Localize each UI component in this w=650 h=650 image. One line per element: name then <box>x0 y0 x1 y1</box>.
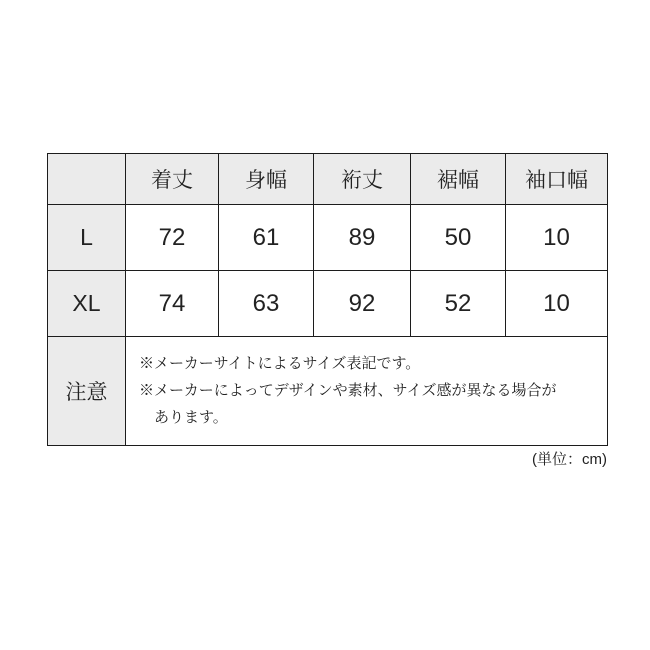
unit-label: (単位：cm) <box>532 451 607 468</box>
note-cell <box>126 337 608 446</box>
size-value-cell: 72 <box>126 205 219 271</box>
table-header-row <box>48 154 608 205</box>
note-line: ※メーカーによってデザインや素材、サイズ感が異なる場合が <box>139 382 557 399</box>
size-value-cell: 10 <box>506 271 608 337</box>
corner-cell <box>48 154 126 205</box>
table-row-notes <box>48 337 608 446</box>
col-header-hem-width: 裾幅 <box>411 154 506 205</box>
note-line: あります。 <box>154 409 228 426</box>
size-row-label: XL <box>48 271 126 337</box>
col-header-cuff-width: 袖口幅 <box>506 154 608 205</box>
size-value-cell: 61 <box>219 205 314 271</box>
col-header-body-length: 着丈 <box>126 154 219 205</box>
note-line: ※メーカーサイトによるサイズ表記です。 <box>139 355 421 372</box>
col-header-sleeve-length: 裄丈 <box>314 154 411 205</box>
size-value-cell: 52 <box>411 271 506 337</box>
size-value-cell: 10 <box>506 205 608 271</box>
size-value-cell: 63 <box>219 271 314 337</box>
size-value-cell: 74 <box>126 271 219 337</box>
table-row-size-xl <box>48 271 608 337</box>
size-value-cell: 92 <box>314 271 411 337</box>
note-row-label: 注意 <box>48 337 126 446</box>
col-header-body-width: 身幅 <box>219 154 314 205</box>
table-row-size-l <box>48 205 608 271</box>
size-value-cell: 50 <box>411 205 506 271</box>
size-row-label: L <box>48 205 126 271</box>
size-value-cell: 89 <box>314 205 411 271</box>
size-spec-table <box>47 153 608 446</box>
